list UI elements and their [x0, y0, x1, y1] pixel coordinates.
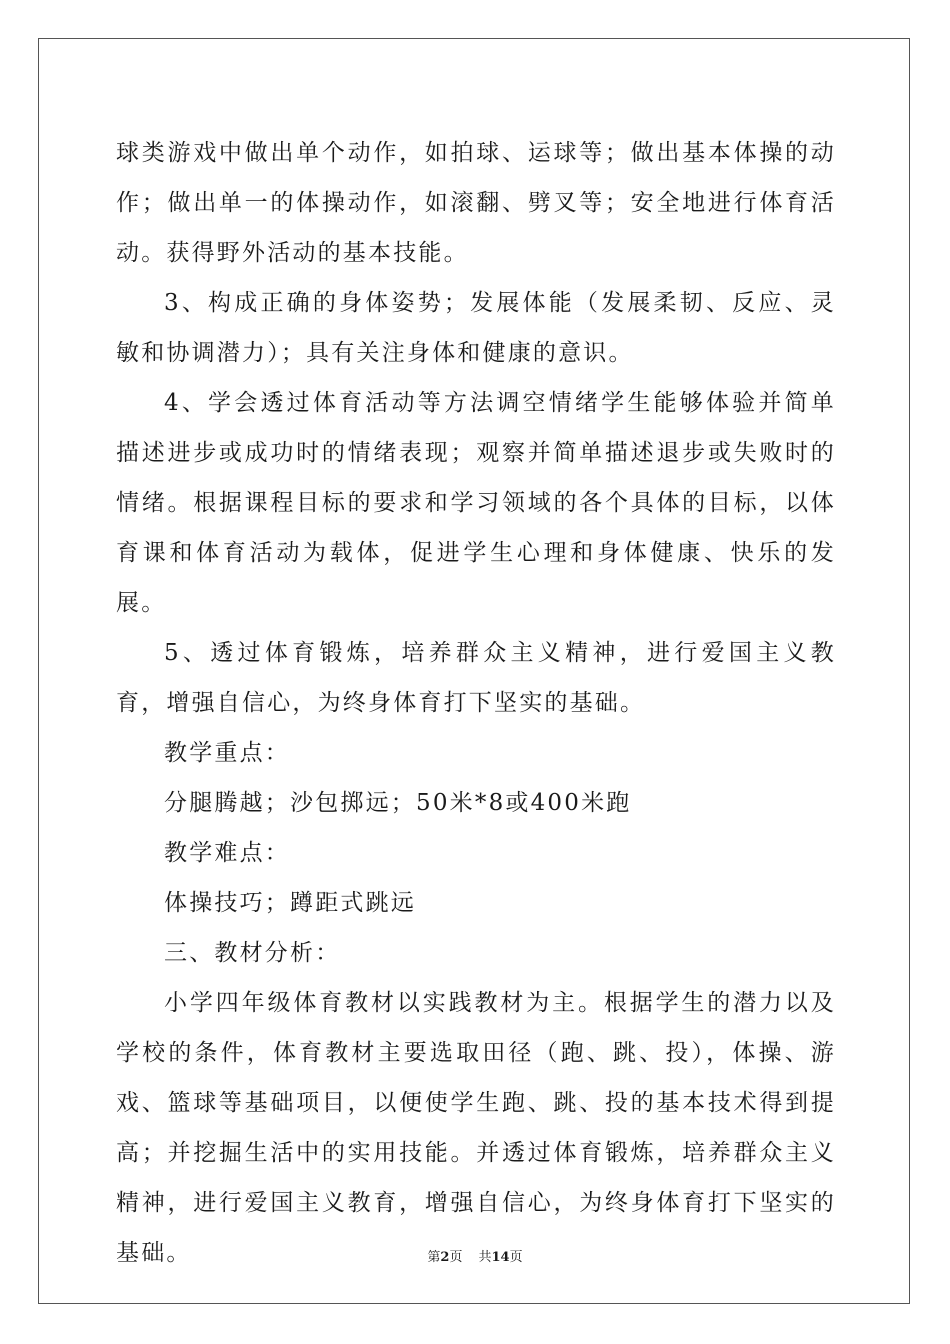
- footer-page-number: 2: [440, 1250, 450, 1265]
- heading-material-analysis: 三、教材分析：: [164, 940, 341, 966]
- footer-prefix: 第: [427, 1250, 441, 1265]
- paragraph-3: 4、学会透过体育活动等方法调空情绪学生能够体验并简单描述进步或成功时的情绪表现；观察并简单描述退步或失败时的情绪。根据课程目标的要求和学习领域的各个具体的目标，以体育课和体育活动为载体，促进学生心理和身体健康、快乐的发展。: [116, 390, 836, 616]
- document-body: [116, 128, 836, 1278]
- paragraph-1: 球类游戏中做出单个动作，如拍球、运球等；做出基本体操的动作；做出单一的体操动作，如滚翻、劈叉等；安全地进行体育活动。获得野外活动的基本技能。: [116, 140, 836, 266]
- page-footer: [0, 1246, 950, 1265]
- teaching-difficulty-items: 体操技巧；蹲距式跳远: [164, 890, 416, 916]
- heading-teaching-focus: 教学重点：: [164, 740, 290, 766]
- paragraph-2: 3、构成正确的身体姿势；发展体能（发展柔韧、反应、灵敏和协调潜力）；具有关注身体和健康的意识。: [116, 290, 836, 366]
- footer-total-unit: 页: [509, 1250, 523, 1265]
- heading-teaching-difficulty: 教学难点：: [164, 840, 290, 866]
- footer-total-prefix: 共: [478, 1250, 492, 1265]
- paragraph-material-analysis: 小学四年级体育教材以实践教材为主。根据学生的潜力以及学校的条件，体育教材主要选取田径（跑、跳、投），体操、游戏、篮球等基础项目，以便使学生跑、跳、投的基本技术得到提高；并挖掘生活中的实用技能。并透过体育锻炼，培养群众主义精神，进行爱国主义教育，增强自信心，为终身体育打下坚实的基础。: [116, 990, 836, 1266]
- footer-page-unit: 页: [449, 1250, 463, 1265]
- teaching-focus-items: 分腿腾越；沙包掷远；50米*8或400米跑: [164, 790, 632, 816]
- footer-total-pages: 14: [491, 1250, 510, 1265]
- paragraph-4: 5、透过体育锻炼，培养群众主义精神，进行爱国主义教育，增强自信心，为终身体育打下坚实的基础。: [116, 640, 836, 716]
